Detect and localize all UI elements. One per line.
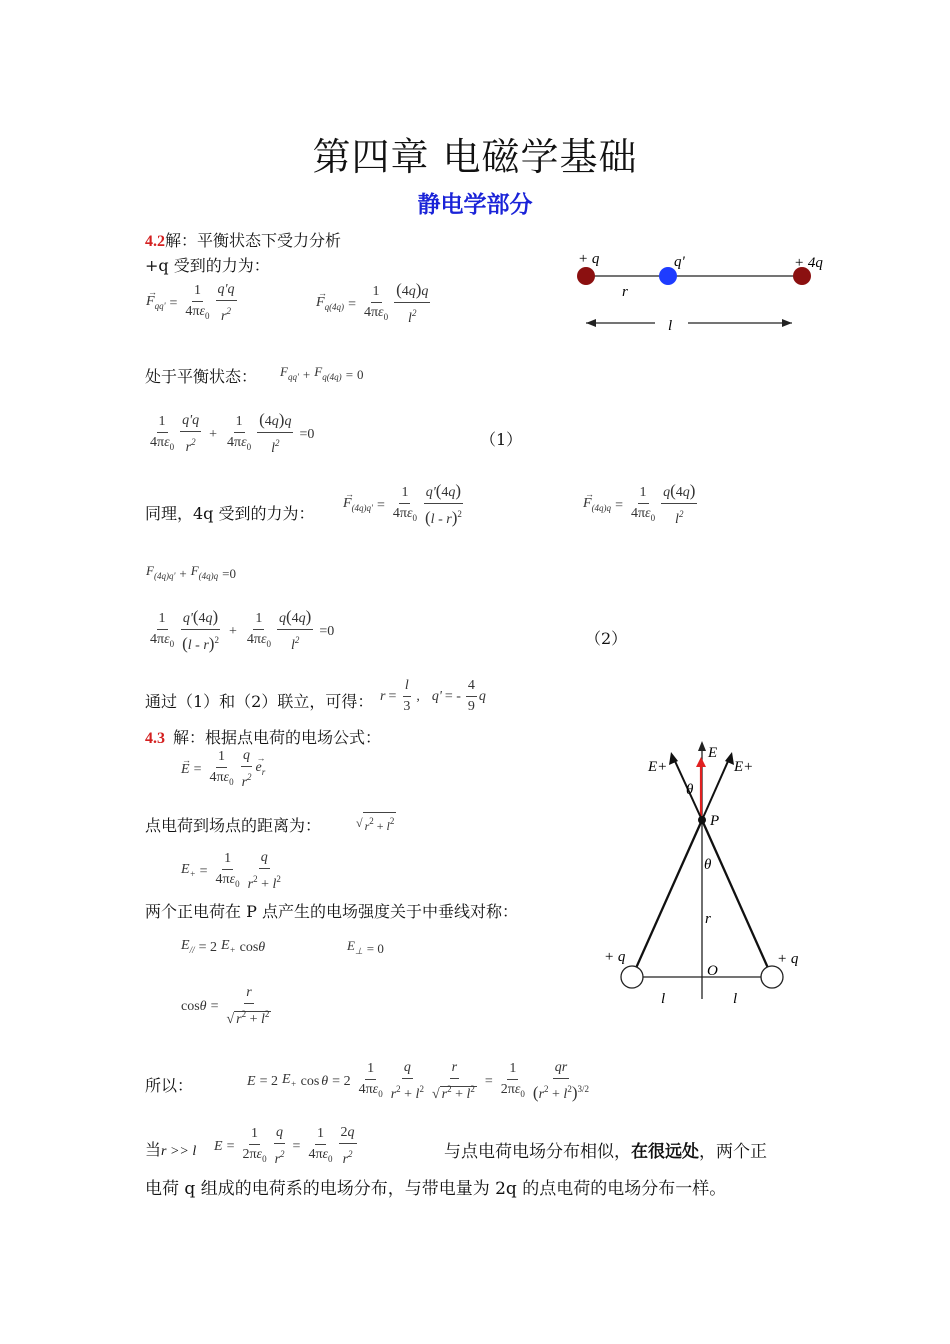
label-l-right: l bbox=[733, 991, 738, 1007]
equation-1-tag: （1） bbox=[480, 430, 523, 449]
formula-F-q4q: $F_{q(4q)}$ → = $\frac{1}{4\pi\varepsilon_0}$ $\frac{(4q)q}{l^2}$ bbox=[316, 280, 429, 326]
right-charge-circle bbox=[761, 966, 783, 988]
equation-1: $\frac{1}{4\pi\varepsilon_0}$ $\frac{q'q}{r^2}$ + $\frac{1}{4\pi\varepsilon_0}$ $\frac{(4q)q}{l^2}$ =0 bbox=[150, 410, 315, 456]
label-l: l bbox=[668, 318, 673, 334]
formula-F-4q-q: $F_{(4q)q}$ → = $\frac{1}{4\pi\varepsilon_0}$ $\frac{q(4q)}{l^2}$ bbox=[583, 481, 696, 527]
formula-result: r = $\frac{l}{3}$ , q' = - $\frac{4}{9}$ q bbox=[380, 678, 486, 714]
formula-F-qq: $F_{qq'}$ → = $\frac{1}{4\pi\varepsilon_0}$ $\frac{q'q}{r^2}$ bbox=[146, 282, 235, 324]
symmetric-label: 两个正电荷在 P 点产生的电场强度关于中垂线对称： bbox=[145, 902, 518, 921]
label-right-q: + q bbox=[777, 951, 799, 967]
formula-F-4q-q-prime: $F_{(4q)q'}$ → = $\frac{1}{4\pi\varepsilon_0}$ $\frac{q'(4q)}{(l - r)^2}$ bbox=[343, 481, 462, 527]
formula-E-total: E = 2 $E_+$ cos θ = 2 $\frac{1}{4\pi\varepsilon_0}$ $\frac{q}{r^2 + l^2}$ $\frac{r}{√ r^2 + l^2}$ = $\frac{1}{2\pi\varepsilon_0}$ $\frac{qr}{(r^2 + l^2)^{3/2}}$ bbox=[247, 1060, 589, 1102]
label-P: P bbox=[710, 813, 720, 829]
plus-q-force-line: +q 受到的力为： bbox=[145, 256, 270, 275]
formula-E-parallel: $E_{//}$ = 2 $E_+$ cos θ bbox=[181, 938, 266, 955]
distance-label: 点电荷到场点的距离为： bbox=[145, 816, 322, 835]
label-E: E bbox=[708, 745, 718, 761]
far-field-conclusion: 电荷 q 组成的电荷系的电场分布，与带电量为 2q 的点电荷的电场分布一样。 bbox=[145, 1179, 727, 1199]
label-r: r bbox=[705, 911, 711, 927]
arrowhead-right bbox=[782, 319, 792, 327]
label-plus-4q: + 4q bbox=[794, 255, 823, 271]
label-left-q: + q bbox=[604, 949, 626, 965]
E-plus-right-vector bbox=[702, 759, 729, 820]
problem-4-2-intro: 4.2解：平衡状态下受力分析 bbox=[145, 231, 342, 250]
charge-plus-q bbox=[577, 267, 595, 285]
page-title: 第四章 电磁学基础 bbox=[312, 135, 638, 179]
equation-2: $\frac{1}{4\pi\varepsilon_0}$ $\frac{q'(4q)}{(l - r)^2}$ + $\frac{1}{4\pi\varepsilon_0}$ $\frac{q(4q)}{l^2}$ =0 bbox=[150, 607, 335, 653]
formula-balance-4q: $F_{(4q)q'}$ + $F_{(4q)q}$ =0 bbox=[146, 563, 237, 581]
formula-distance: √ $r^2 + l^2$ bbox=[356, 812, 396, 834]
balance-label: 处于平衡状态： bbox=[145, 367, 258, 386]
left-charge-circle bbox=[621, 966, 643, 988]
label-theta-mid: θ bbox=[704, 857, 712, 873]
formula-E-plus: $E_+$ = $\frac{1}{4\pi\varepsilon_0}$ $\frac{q}{r^2 + l^2}$ bbox=[181, 850, 281, 892]
formula-far-field: E = $\frac{1}{2\pi\varepsilon_0}$ $\frac{q}{r^2}$ = $\frac{1}{4\pi\varepsilon_0}$ $\frac{2q}{r^2}$ bbox=[214, 1125, 355, 1167]
label-r: r bbox=[622, 284, 628, 300]
line-left-charge-to-P bbox=[632, 820, 702, 977]
formula-cos-theta: cos θ = $\frac{r}{√ r^2 + l^2}$ bbox=[181, 985, 270, 1027]
figure-two-charges-field bbox=[598, 737, 808, 1012]
label-l-left: l bbox=[661, 991, 666, 1007]
line-right-charge-to-P bbox=[702, 820, 772, 977]
label-plus-q: + q bbox=[578, 251, 600, 267]
equation-2-tag: （2） bbox=[585, 629, 628, 648]
arrowhead-left bbox=[586, 319, 596, 327]
combine-label: 通过（1）和（2）联立，可得： bbox=[145, 692, 374, 711]
far-field-explanation: 与点电荷电场分布相似，在很远处，两个正 bbox=[444, 1142, 767, 1162]
label-E-plus-right: E+ bbox=[734, 759, 754, 775]
problem-label-4-2: 4.2 bbox=[145, 233, 165, 250]
problem-4-3-intro: 4.3 解：根据点电荷的电场公式： bbox=[145, 728, 382, 747]
therefore-label: 所以： bbox=[145, 1076, 194, 1095]
label-O: O bbox=[707, 963, 718, 979]
far-field-condition: 当r >> l bbox=[145, 1140, 197, 1159]
same-for-4q: 同理，4q 受到的力为： bbox=[145, 504, 315, 523]
label-q-prime: q' bbox=[674, 254, 685, 270]
section-subtitle: 静电学部分 bbox=[417, 192, 533, 218]
formula-point-charge-field: E → = $\frac{1}{4\pi\varepsilon_0}$ $\frac{q}{r^2}$ $e_r$ → bbox=[181, 748, 266, 790]
field-point-P bbox=[698, 816, 706, 824]
label-E-plus-left: E+ bbox=[648, 759, 668, 775]
resultant-E-arrowhead bbox=[696, 757, 706, 767]
formula-E-perp: $E_\perp$ = 0 bbox=[347, 938, 384, 956]
label-theta-top: θ bbox=[686, 782, 694, 798]
E-axis-arrowhead bbox=[698, 741, 706, 751]
problem-label-4-3: 4.3 bbox=[145, 730, 165, 747]
formula-balance: $F_{qq'}$ + $F_{q(4q)}$ = 0 bbox=[280, 364, 364, 382]
figure-charges-line bbox=[570, 245, 840, 340]
